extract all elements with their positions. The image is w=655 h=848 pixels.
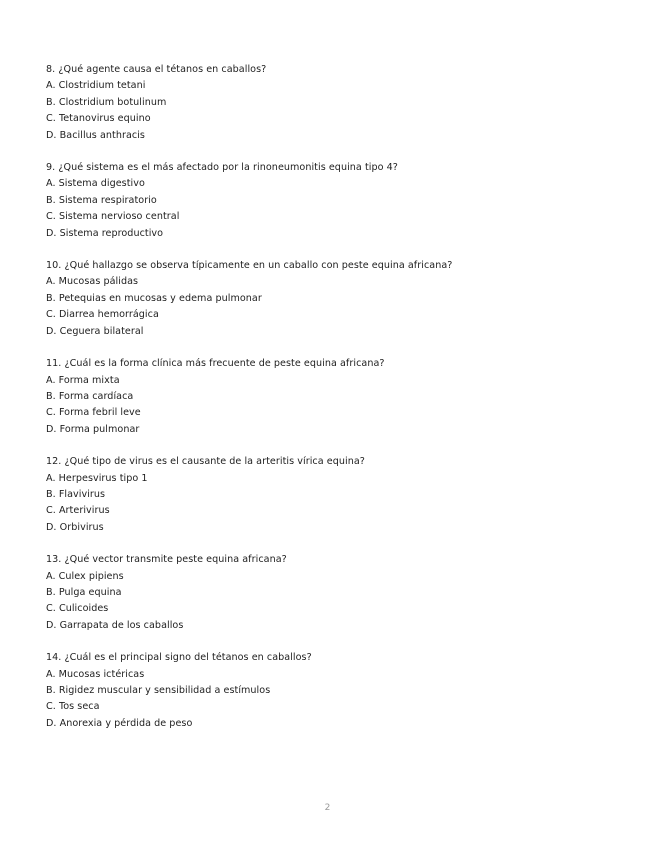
question-title: 8. ¿Qué agente causa el tétanos en caballos? bbox=[46, 64, 267, 75]
answer-option-b: B. Clostridium botulinum bbox=[46, 96, 167, 108]
answer-option-b: B. Pulga equina bbox=[46, 586, 122, 598]
page-number: 2 bbox=[324, 803, 331, 813]
answer-option-d: D. Ceguera bilateral bbox=[46, 325, 144, 337]
answer-option-c: C. Culicoides bbox=[46, 603, 109, 615]
question-title: 10. ¿Qué hallazgo se observa típicamente en un caballo con peste equina africana? bbox=[46, 260, 453, 272]
question-title: 13. ¿Qué vector transmite peste equina africana? bbox=[46, 554, 287, 566]
answer-option-c: C. Sistema nervioso central bbox=[46, 211, 180, 223]
question-title: 14. ¿Cuál es el principal signo del tétanos en caballos? bbox=[46, 652, 312, 664]
question-9 bbox=[46, 160, 626, 242]
answer-option-d: D. Sistema reproductivo bbox=[46, 227, 164, 239]
answer-option-a: A. Forma mixta bbox=[46, 374, 120, 386]
document-page bbox=[46, 62, 626, 748]
answer-option-a: A. Sistema digestivo bbox=[46, 178, 145, 190]
question-11 bbox=[46, 356, 626, 438]
answer-option-c: C. Diarrea hemorrágica bbox=[46, 309, 159, 321]
answer-option-b: B. Flavivirus bbox=[46, 488, 106, 500]
question-title: 12. ¿Qué tipo de virus es el causante de la arteritis vírica equina? bbox=[46, 456, 365, 468]
answer-option-d: D. Garrapata de los caballos bbox=[46, 619, 184, 631]
answer-option-d: D. Forma pulmonar bbox=[46, 423, 140, 435]
answer-option-a: A. Clostridium tetani bbox=[46, 80, 146, 92]
answer-option-c: C. Arterivirus bbox=[46, 505, 110, 517]
question-12 bbox=[46, 454, 626, 536]
question-14 bbox=[46, 650, 626, 732]
answer-option-a: A. Herpesvirus tipo 1 bbox=[46, 472, 148, 484]
answer-option-c: C. Tos seca bbox=[46, 701, 100, 713]
answer-option-b: B. Sistema respiratorio bbox=[46, 194, 157, 206]
question-title: 11. ¿Cuál es la forma clínica más frecuente de peste equina africana? bbox=[46, 358, 385, 370]
question-title: 9. ¿Qué sistema es el más afectado por la rinoneumonitis equina tipo 4? bbox=[46, 162, 398, 174]
question-10 bbox=[46, 258, 626, 340]
answer-option-a: A. Mucosas pálidas bbox=[46, 276, 139, 288]
answer-option-c: C. Forma febril leve bbox=[46, 407, 141, 419]
answer-option-c: C. Tetanovirus equino bbox=[46, 113, 151, 125]
answer-option-a: A. Mucosas ictéricas bbox=[46, 668, 145, 680]
answer-option-b: B. Forma cardíaca bbox=[46, 390, 134, 402]
answer-option-d: D. Bacillus anthracis bbox=[46, 129, 145, 141]
question-13 bbox=[46, 552, 626, 634]
answer-option-a: A. Culex pipiens bbox=[46, 570, 124, 582]
answer-option-b: B. Petequias en mucosas y edema pulmonar bbox=[46, 292, 262, 304]
answer-option-d: D. Orbivirus bbox=[46, 521, 104, 533]
question-8 bbox=[46, 62, 626, 144]
answer-option-b: B. Rigidez muscular y sensibilidad a estímulos bbox=[46, 685, 271, 696]
answer-option-d: D. Anorexia y pérdida de peso bbox=[46, 717, 193, 729]
